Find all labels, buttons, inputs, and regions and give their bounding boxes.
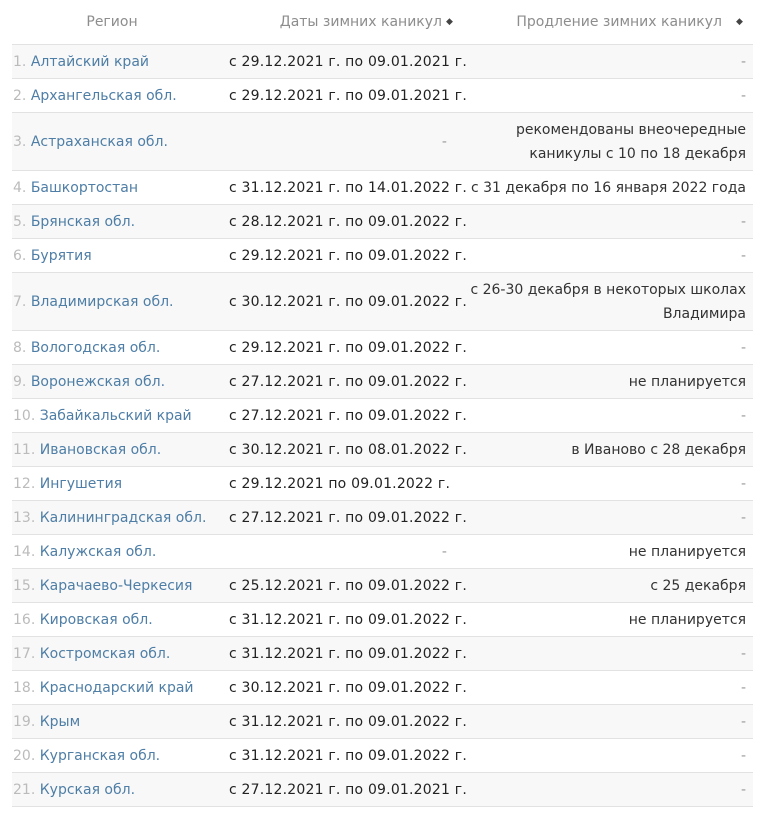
dates-cell: - — [222, 535, 454, 569]
region-link[interactable]: Архангельская обл. — [30, 87, 177, 104]
region-cell[interactable] — [12, 535, 222, 569]
extension-cell: не планируется — [454, 535, 753, 569]
region-cell[interactable] — [12, 637, 222, 671]
row-number: 14. — [13, 543, 36, 560]
table-row — [12, 45, 753, 79]
region-cell[interactable] — [12, 113, 222, 171]
row-number: 4. — [13, 179, 27, 196]
region-cell[interactable] — [12, 705, 222, 739]
region-link[interactable]: Вологодская обл. — [30, 339, 161, 356]
region-link[interactable]: Владимирская обл. — [30, 293, 174, 310]
region-link[interactable]: Краснодарский край — [39, 679, 194, 696]
region-cell[interactable] — [12, 171, 222, 205]
row-number: 1. — [13, 53, 27, 70]
table-row — [12, 331, 753, 365]
table-row — [12, 501, 753, 535]
region-link[interactable]: Астраханская обл. — [30, 133, 168, 150]
table-row — [12, 671, 753, 705]
row-number: 13. — [13, 509, 36, 526]
extension-cell: - — [454, 739, 753, 773]
extension-cell: с 31 декабря по 16 января 2022 года — [454, 171, 753, 205]
row-number: 20. — [13, 747, 36, 764]
dates-cell: с 28.12.2021 г. по 09.01.2022 г. — [222, 205, 454, 239]
region-link[interactable]: Курская обл. — [39, 781, 136, 798]
region-cell[interactable] — [12, 569, 222, 603]
table-row — [12, 433, 753, 467]
dates-cell: с 31.12.2021 г. по 09.01.2022 г. — [222, 637, 454, 671]
table-row — [12, 205, 753, 239]
region-cell[interactable] — [12, 501, 222, 535]
table-row — [12, 171, 753, 205]
region-link[interactable]: Воронежская обл. — [30, 373, 166, 390]
table-row — [12, 239, 753, 273]
region-link[interactable]: Калининградская обл. — [39, 509, 207, 526]
region-cell[interactable] — [12, 45, 222, 79]
row-number: 17. — [13, 645, 36, 662]
row-number: 5. — [13, 213, 27, 230]
row-number: 2. — [13, 87, 27, 104]
dates-cell: с 27.12.2021 г. по 09.01.2022 г. — [222, 365, 454, 399]
table-row — [12, 637, 753, 671]
region-cell[interactable] — [12, 773, 222, 807]
extension-cell: - — [454, 79, 753, 113]
region-link[interactable]: Карачаево-Черкесия — [39, 577, 193, 594]
region-cell[interactable] — [12, 433, 222, 467]
row-number: 19. — [13, 713, 36, 730]
row-number: 7. — [13, 293, 27, 310]
dates-cell: с 29.12.2021 г. по 09.01.2021 г. — [222, 79, 454, 113]
extension-cell: - — [454, 239, 753, 273]
row-number: 11. — [13, 441, 36, 458]
column-header-region[interactable]: Регион — [86, 14, 138, 30]
region-cell[interactable] — [12, 205, 222, 239]
extension-cell: - — [454, 45, 753, 79]
dates-cell: с 29.12.2021 г. по 09.01.2022 г. — [222, 239, 454, 273]
extension-cell: с 25 декабря — [454, 569, 753, 603]
table-row — [12, 467, 753, 501]
region-link[interactable]: Забайкальский край — [39, 407, 192, 424]
extension-cell: не планируется — [454, 603, 753, 637]
dates-cell: с 25.12.2021 г. по 09.01.2022 г. — [222, 569, 454, 603]
extension-cell: - — [454, 671, 753, 705]
region-link[interactable]: Крым — [39, 713, 81, 730]
region-link[interactable]: Бурятия — [30, 247, 92, 264]
row-number: 21. — [13, 781, 36, 798]
region-link[interactable]: Алтайский край — [30, 53, 149, 70]
region-cell[interactable] — [12, 739, 222, 773]
row-number: 9. — [13, 373, 27, 390]
extension-cell: - — [454, 773, 753, 807]
region-link[interactable]: Брянская обл. — [30, 213, 136, 230]
sort-icon[interactable]: ◆ — [736, 17, 743, 27]
table-row — [12, 739, 753, 773]
region-link[interactable]: Курганская обл. — [39, 747, 161, 764]
region-cell[interactable] — [12, 399, 222, 433]
table-row — [12, 705, 753, 739]
region-cell[interactable] — [12, 273, 222, 331]
region-cell[interactable] — [12, 365, 222, 399]
row-number: 15. — [13, 577, 36, 594]
region-cell[interactable] — [12, 79, 222, 113]
extension-cell: с 26-30 декабря в некоторых школах Владимира — [454, 273, 753, 331]
dates-cell: с 31.12.2021 г. по 09.01.2022 г. — [222, 603, 454, 637]
region-link[interactable]: Башкортостан — [30, 179, 139, 196]
table-row — [12, 569, 753, 603]
extension-cell: - — [454, 331, 753, 365]
dates-cell: с 29.12.2021 г. по 09.01.2021 г. — [222, 45, 454, 79]
dates-cell: с 31.12.2021 г. по 14.01.2022 г. — [222, 171, 454, 205]
region-link[interactable]: Калужская обл. — [39, 543, 157, 560]
extension-cell: рекомендованы внеочередные каникулы с 10 по 18 декабря — [454, 113, 753, 171]
row-number: 8. — [13, 339, 27, 356]
dates-cell: с 29.12.2021 по 09.01.2022 г. — [222, 467, 454, 501]
dates-cell: с 27.12.2021 г. по 09.01.2022 г. — [222, 399, 454, 433]
dates-cell: с 27.12.2021 г. по 09.01.2021 г. — [222, 773, 454, 807]
dates-cell: с 30.12.2021 г. по 09.01.2022 г. — [222, 273, 454, 331]
table-row — [12, 535, 753, 569]
extension-cell: - — [454, 205, 753, 239]
row-number: 6. — [13, 247, 27, 264]
dates-cell: с 31.12.2021 г. по 09.01.2022 г. — [222, 705, 454, 739]
extension-cell: - — [454, 705, 753, 739]
region-cell[interactable] — [12, 671, 222, 705]
dates-cell: - — [222, 113, 454, 171]
extension-cell: - — [454, 637, 753, 671]
table-row — [12, 113, 753, 171]
table-row — [12, 365, 753, 399]
row-number: 10. — [13, 407, 36, 424]
dates-cell: с 31.12.2021 г. по 09.01.2022 г. — [222, 739, 454, 773]
row-number: 18. — [13, 679, 36, 696]
row-number: 16. — [13, 611, 36, 628]
holiday-table — [12, 44, 753, 807]
region-link[interactable]: Ивановская обл. — [39, 441, 162, 458]
extension-cell: не планируется — [454, 365, 753, 399]
region-cell[interactable] — [12, 239, 222, 273]
extension-cell: - — [454, 399, 753, 433]
extension-cell: в Иваново с 28 декабря — [454, 433, 753, 467]
extension-cell: - — [454, 467, 753, 501]
dates-cell: с 29.12.2021 г. по 09.01.2022 г. — [222, 331, 454, 365]
row-number: 12. — [13, 475, 36, 492]
region-cell[interactable] — [12, 603, 222, 637]
sort-icon[interactable]: ◆ — [446, 17, 453, 27]
table-row — [12, 399, 753, 433]
dates-cell: с 27.12.2021 г. по 09.01.2022 г. — [222, 501, 454, 535]
extension-cell: - — [454, 501, 753, 535]
table-header — [0, 0, 769, 44]
row-number: 3. — [13, 133, 27, 150]
region-link[interactable]: Кировская обл. — [39, 611, 153, 628]
region-link[interactable]: Ингушетия — [39, 475, 123, 492]
dates-cell: с 30.12.2021 г. по 08.01.2022 г. — [222, 433, 454, 467]
region-link[interactable]: Костромская обл. — [39, 645, 171, 662]
table-row — [12, 79, 753, 113]
column-header-dates[interactable]: Даты зимних каникул — [279, 14, 442, 30]
table-row — [12, 273, 753, 331]
table-row — [12, 603, 753, 637]
region-cell[interactable] — [12, 331, 222, 365]
column-header-extension[interactable]: Продление зимних каникул — [516, 14, 722, 30]
dates-cell: с 30.12.2021 г. по 09.01.2022 г. — [222, 671, 454, 705]
region-cell[interactable] — [12, 467, 222, 501]
table-row — [12, 773, 753, 807]
